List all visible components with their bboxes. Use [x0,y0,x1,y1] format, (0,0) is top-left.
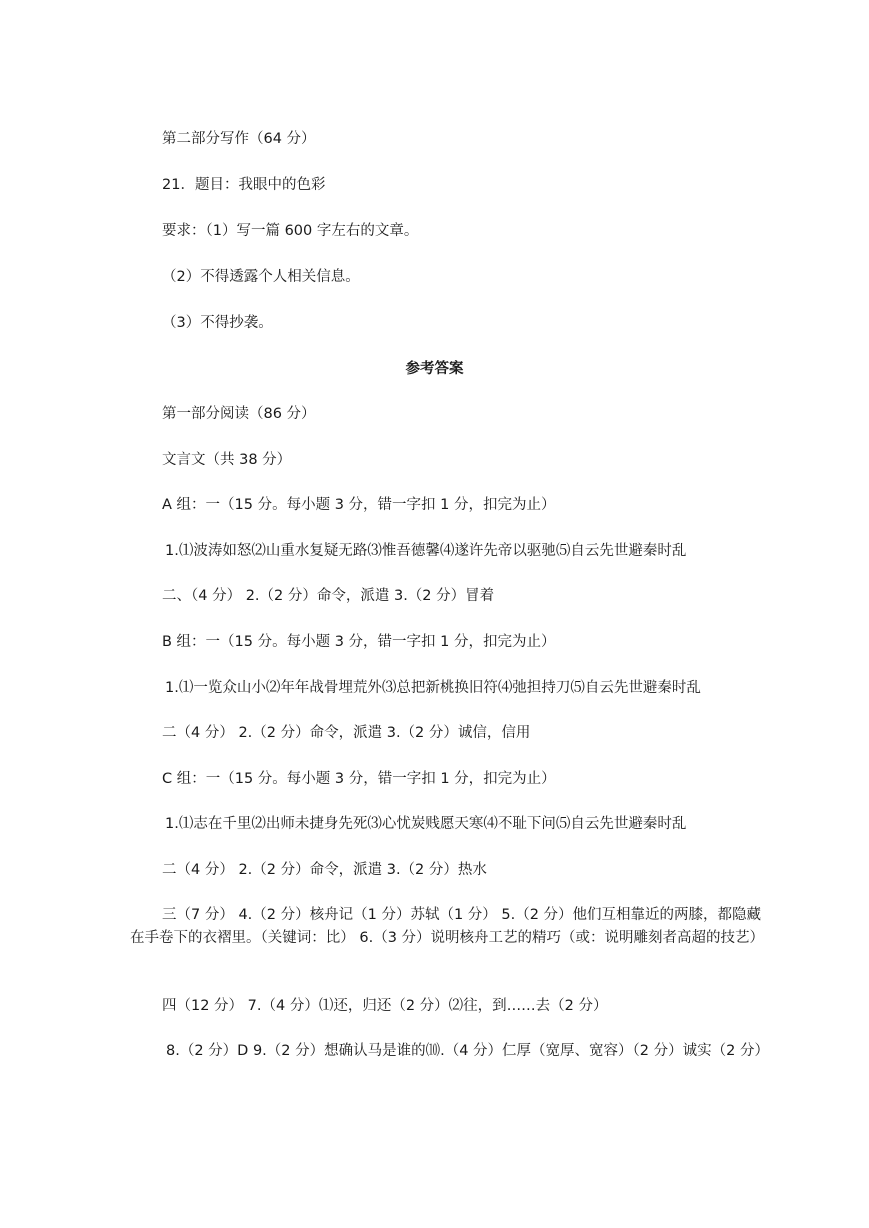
part-3-answers: 三（7 分） 4.（2 分）核舟记（1 分）苏轼（1 分） 5.（2 分）他们互相靠近的两膝，都隐藏在手卷下的衣褶里。（关键词：比） 6.（3 分）说明核舟工艺的精巧（或：说明雕刻者高超的技艺） [130,907,765,946]
section2-title: 第二部分写作（64 分） [162,131,316,147]
question-21-title: 21．题目：我眼中的色彩 [162,177,326,193]
answer-heading: 参考答案 [405,361,464,377]
classical-chinese-title: 文言文（共 38 分） [162,452,292,468]
group-a-answer-1: 1.⑴波涛如怒⑵山重水复疑无路⑶惟吾德馨⑷遂许先帝以驱驰⑸自云先世避秦时乱 [165,543,687,559]
group-c-header: C 组：一（15 分。每小题 3 分，错一字扣 1 分，扣完为止） [162,771,556,787]
requirement-1: 要求：（1）写一篇 600 字左右的文章。 [162,223,419,239]
group-c-answer-2: 二（4 分） 2.（2 分）命令，派遣 3.（2 分）热水 [162,862,487,878]
part-4-answers-continued: 8.（2 分）D 9.（2 分）想确认马是谁的⑽.（4 分）仁厚（宽厚、宽容）（2 分）诚实（2 分） [166,1043,769,1059]
requirement-3: （3）不得抄袭。 [162,315,273,331]
section1-title: 第一部分阅读（86 分） [162,406,316,422]
requirement-2: （2）不得透露个人相关信息。 [162,269,360,285]
group-c-answer-1: 1.⑴志在千里⑵出师未捷身先死⑶心忧炭贱愿天寒⑷不耻下问⑸自云先世避秦时乱 [165,816,687,832]
group-a-answer-2: 二、（4 分） 2.（2 分）命令，派遣 3.（2 分）冒着 [162,588,495,604]
group-b-header: B 组：一（15 分。每小题 3 分，错一字扣 1 分，扣完为止） [162,634,556,650]
group-b-answer-1: 1.⑴一览众山小⑵年年战骨埋荒外⑶总把新桃换旧符⑷弛担持刀⑸自云先世避秦时乱 [165,680,701,696]
group-b-answer-2: 二（4 分） 2.（2 分）命令，派遣 3.（2 分）诚信，信用 [162,725,531,741]
part-4-answers: 四（12 分） 7.（4 分）⑴还，归还（2 分）⑵往，到……去（2 分） [162,998,608,1014]
group-a-header: A 组：一（15 分。每小题 3 分，错一字扣 1 分，扣完为止） [162,497,556,513]
